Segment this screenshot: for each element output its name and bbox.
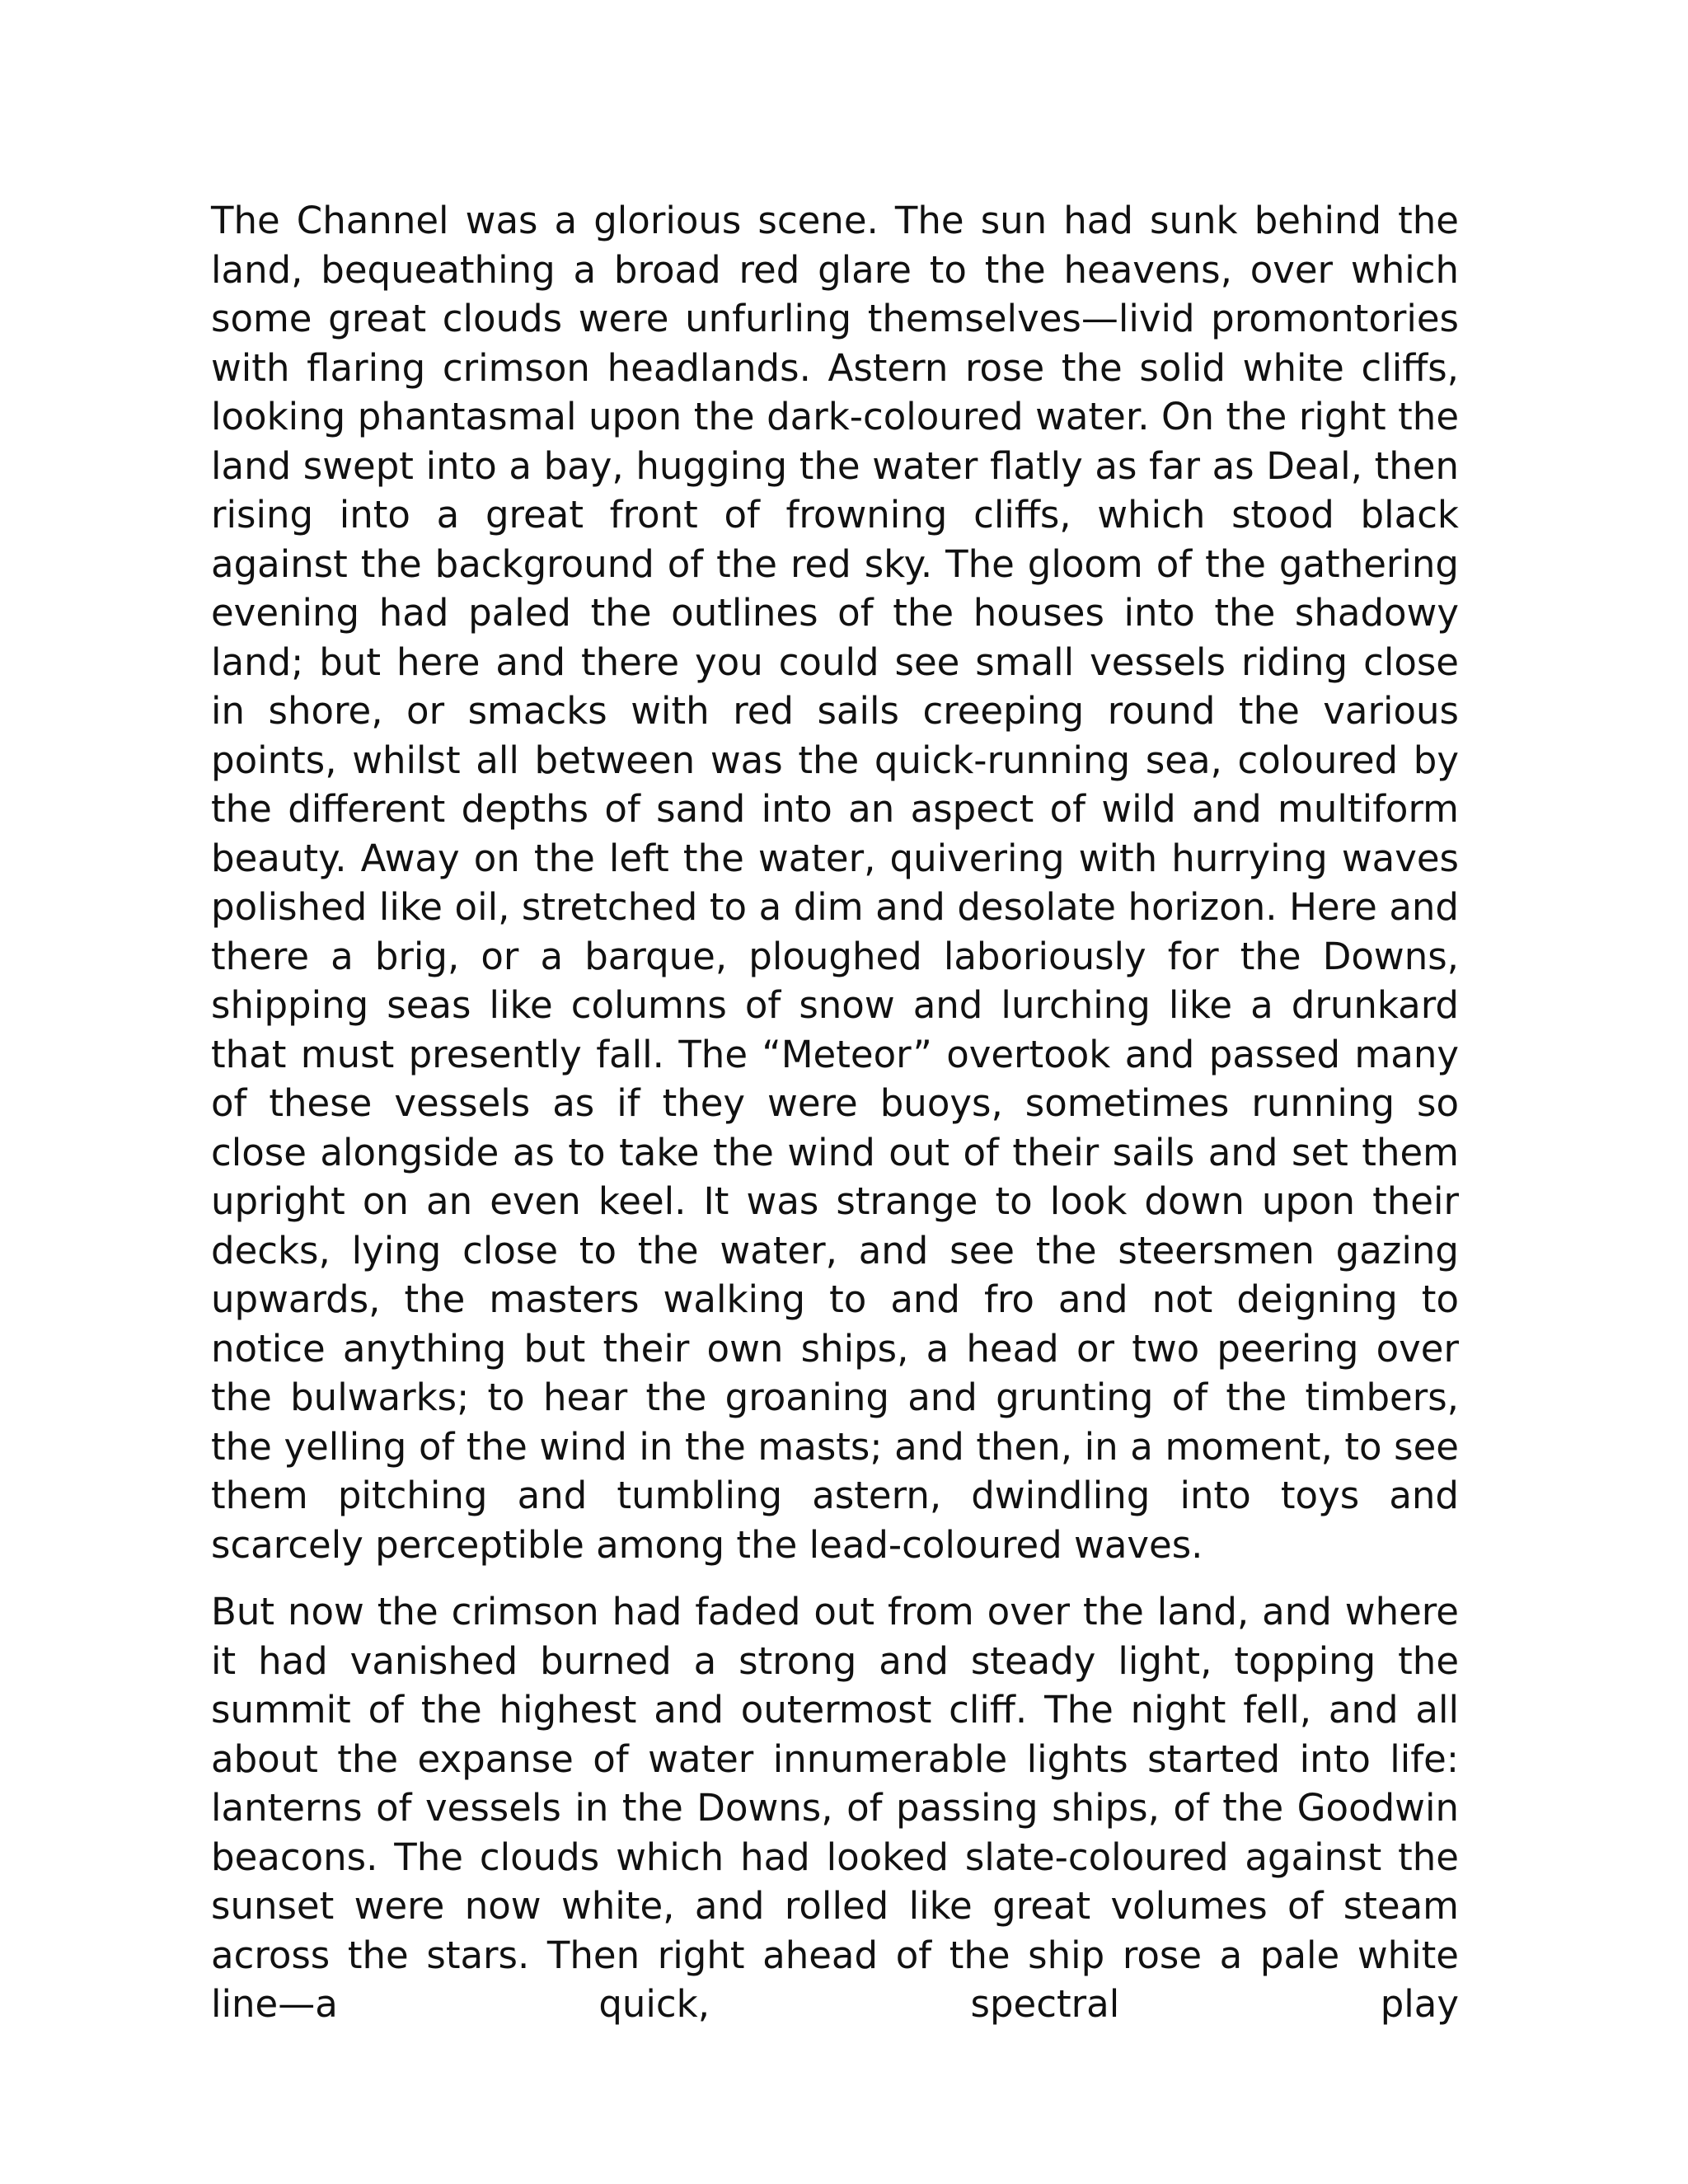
paragraph-2: But now the crimson had faded out from over the land, and where it had vanished burned a strong and steady light, topping the summit of the highest and outermost cliff. The night fell, and all about the expanse of water innumerable lights started into life: lanterns of vessels in the Downs, of passing ships, of the Goodwin beacons. The clouds which had looked slate-coloured against the sunset were now white, and rolled like great volumes of steam across the stars. Then right ahead of the ship rose a pale white line—a quick, spectral play	[211, 1590, 1459, 2026]
body-text	[211, 196, 1459, 2029]
paragraph-1: The Channel was a glorious scene. The sun had sunk behind the land, bequeathing a broad red glare to the heavens, over which some great clouds were unfurling themselves—livid promontories with flaring crimson headlands. Astern rose the solid white cliffs, looking phantasmal upon the dark-coloured water. On the right the land swept into a bay, hugging the water flatly as far as Deal, then rising into a great front of frowning cliffs, which stood black against the background of the red sky. The gloom of the gathering evening had paled the outlines of the houses into the shadowy land; but here and there you could see small vessels riding close in shore, or smacks with red sails creeping round the various points, whilst all between was the quick-running sea, coloured by the different depths of sand into an aspect of wild and multiform beauty. Away on the left the water, quivering with hurrying waves polished like oil, stretched to a dim and desolate horizon. Here and there a brig, or a barque, ploughed laboriously for the Downs, shipping seas like columns of snow and lurching like a drunkard that must presently fall. The “Meteor” overtook and passed many of these vessels as if they were buoys, sometimes running so close alongside as to take the wind out of their sails and set them upright on an even keel. It was strange to look down upon their decks, lying close to the water, and see the steersmen gazing upwards, the masters walking to and fro and not deigning to notice anything but their own ships, a head or two peering over the bulwarks; to hear the groaning and grunting of the timbers, the yelling of the wind in the masts; and then, in a moment, to see them pitching and tumbling astern, dwindling into toys and scarcely perceptible among the lead-coloured waves.	[211, 199, 1459, 1567]
